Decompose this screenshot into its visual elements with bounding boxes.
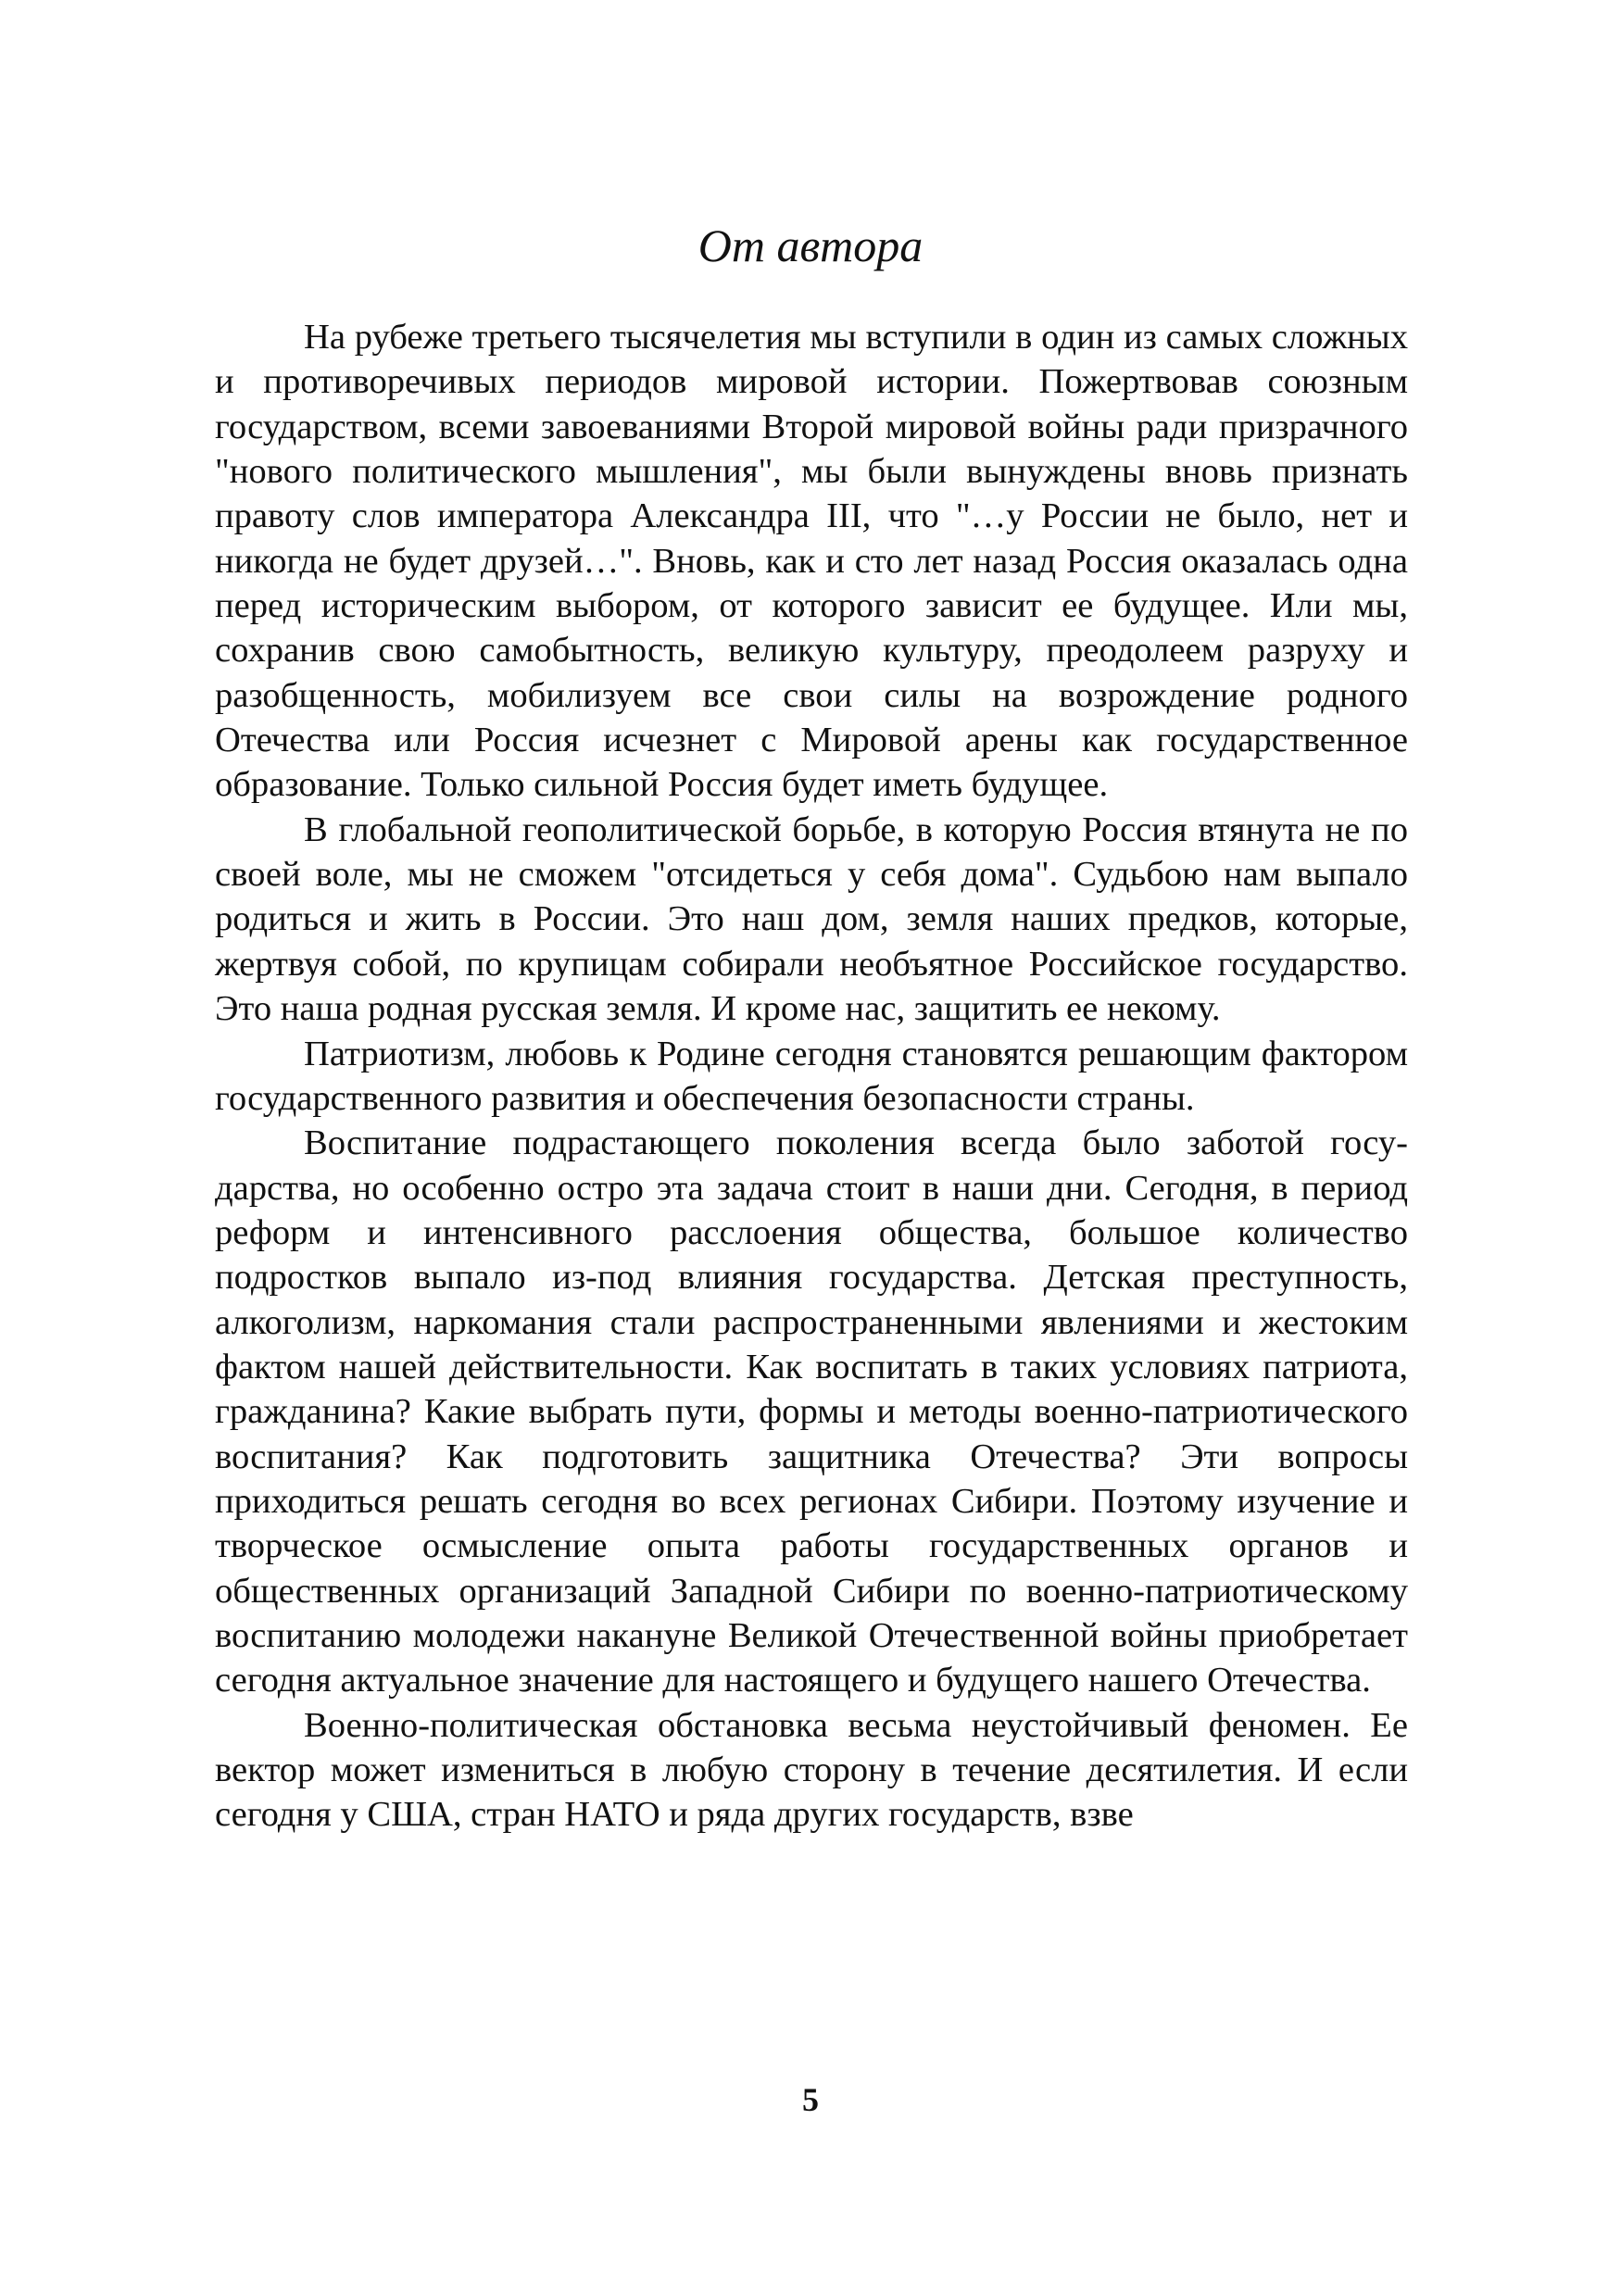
paragraph-1: На рубеже третьего тысячелетия мы вступили в один из самых сложных и противоречивых периодов мировой истории. Пожертвовав союзным государством, всеми завоеваниями Второй мировой войны ради призрачного "нового политического мышления", мы были вынуждены вновь признать правоту слов императора Александра III, что "…у России не было, нет и никогда не будет друзей…". Вновь, как и сто лет назад Россия оказалась одна перед историческим выбором, от которого зависит ее будущее. Или мы, сохранив свою самобытность, великую культуру, преодолеем разруху и разобщенность, мобилизуем все свои силы на возрождение родного Отечества или Россия исчезнет с Мировой арены как государственное образование. Только сильной Россия будет иметь будущее. <box>215 318 1408 805</box>
paragraph-5: Военно-политическая обстановка весьма неустойчивый феномен. Ее вектор может измениться в любую сторону в течение десятилетия. И если сегодня у США, стран НАТО и ряда других государств, взве <box>215 1705 1408 1835</box>
page-number: 5 <box>802 2081 819 2118</box>
paragraph-3: Патриотизм, любовь к Родине сегодня становятся решающим фактором государственного развития и обеспечения безопасности страны. <box>215 1034 1408 1118</box>
paragraph-4: Воспитание подрастающего поколения всегда было заботой государства, но особенно остро эта задача стоит в наши дни. Сегодня, в период реформ и интенсивного расслоения общества, большое количество подростков выпало из-под влияния государства. Детская преступность, алкоголизм, наркомания стали распространенными явлениями и жестоким фактом нашей действительности. Как воспитать в таких условиях патриота, гражданина? Какие выбрать пути, формы и методы военно-патриотического воспитания? Как подготовить защитника Отечества? Эти вопросы приходиться решать сегодня во всех регионах Сибири. Поэтому изучение и творческое осмысление опыта работы государственных органов и общественных организаций Западной Сибири по военно-патриотическому воспитанию молодежи накануне Великой Отечественной войны приобретает сегодня актуальное значение для настоящего и будущего нашего Отечества. <box>215 1123 1408 1700</box>
page-title: От автора <box>697 220 924 271</box>
paragraph-2: В глобальной геополитической борьбе, в которую Россия втянута не по своей воле, мы не сможем "отсидеться у себя дома". Судьбою нам выпало родиться и жить в России. Это наш дом, земля наших предков, которые, жертвуя собой, по крупицам собирали необъятное Российское государство. Это наша родная русская земля. И кроме нас, защитить ее некому. <box>215 809 1408 1029</box>
body-text <box>215 315 1408 1838</box>
